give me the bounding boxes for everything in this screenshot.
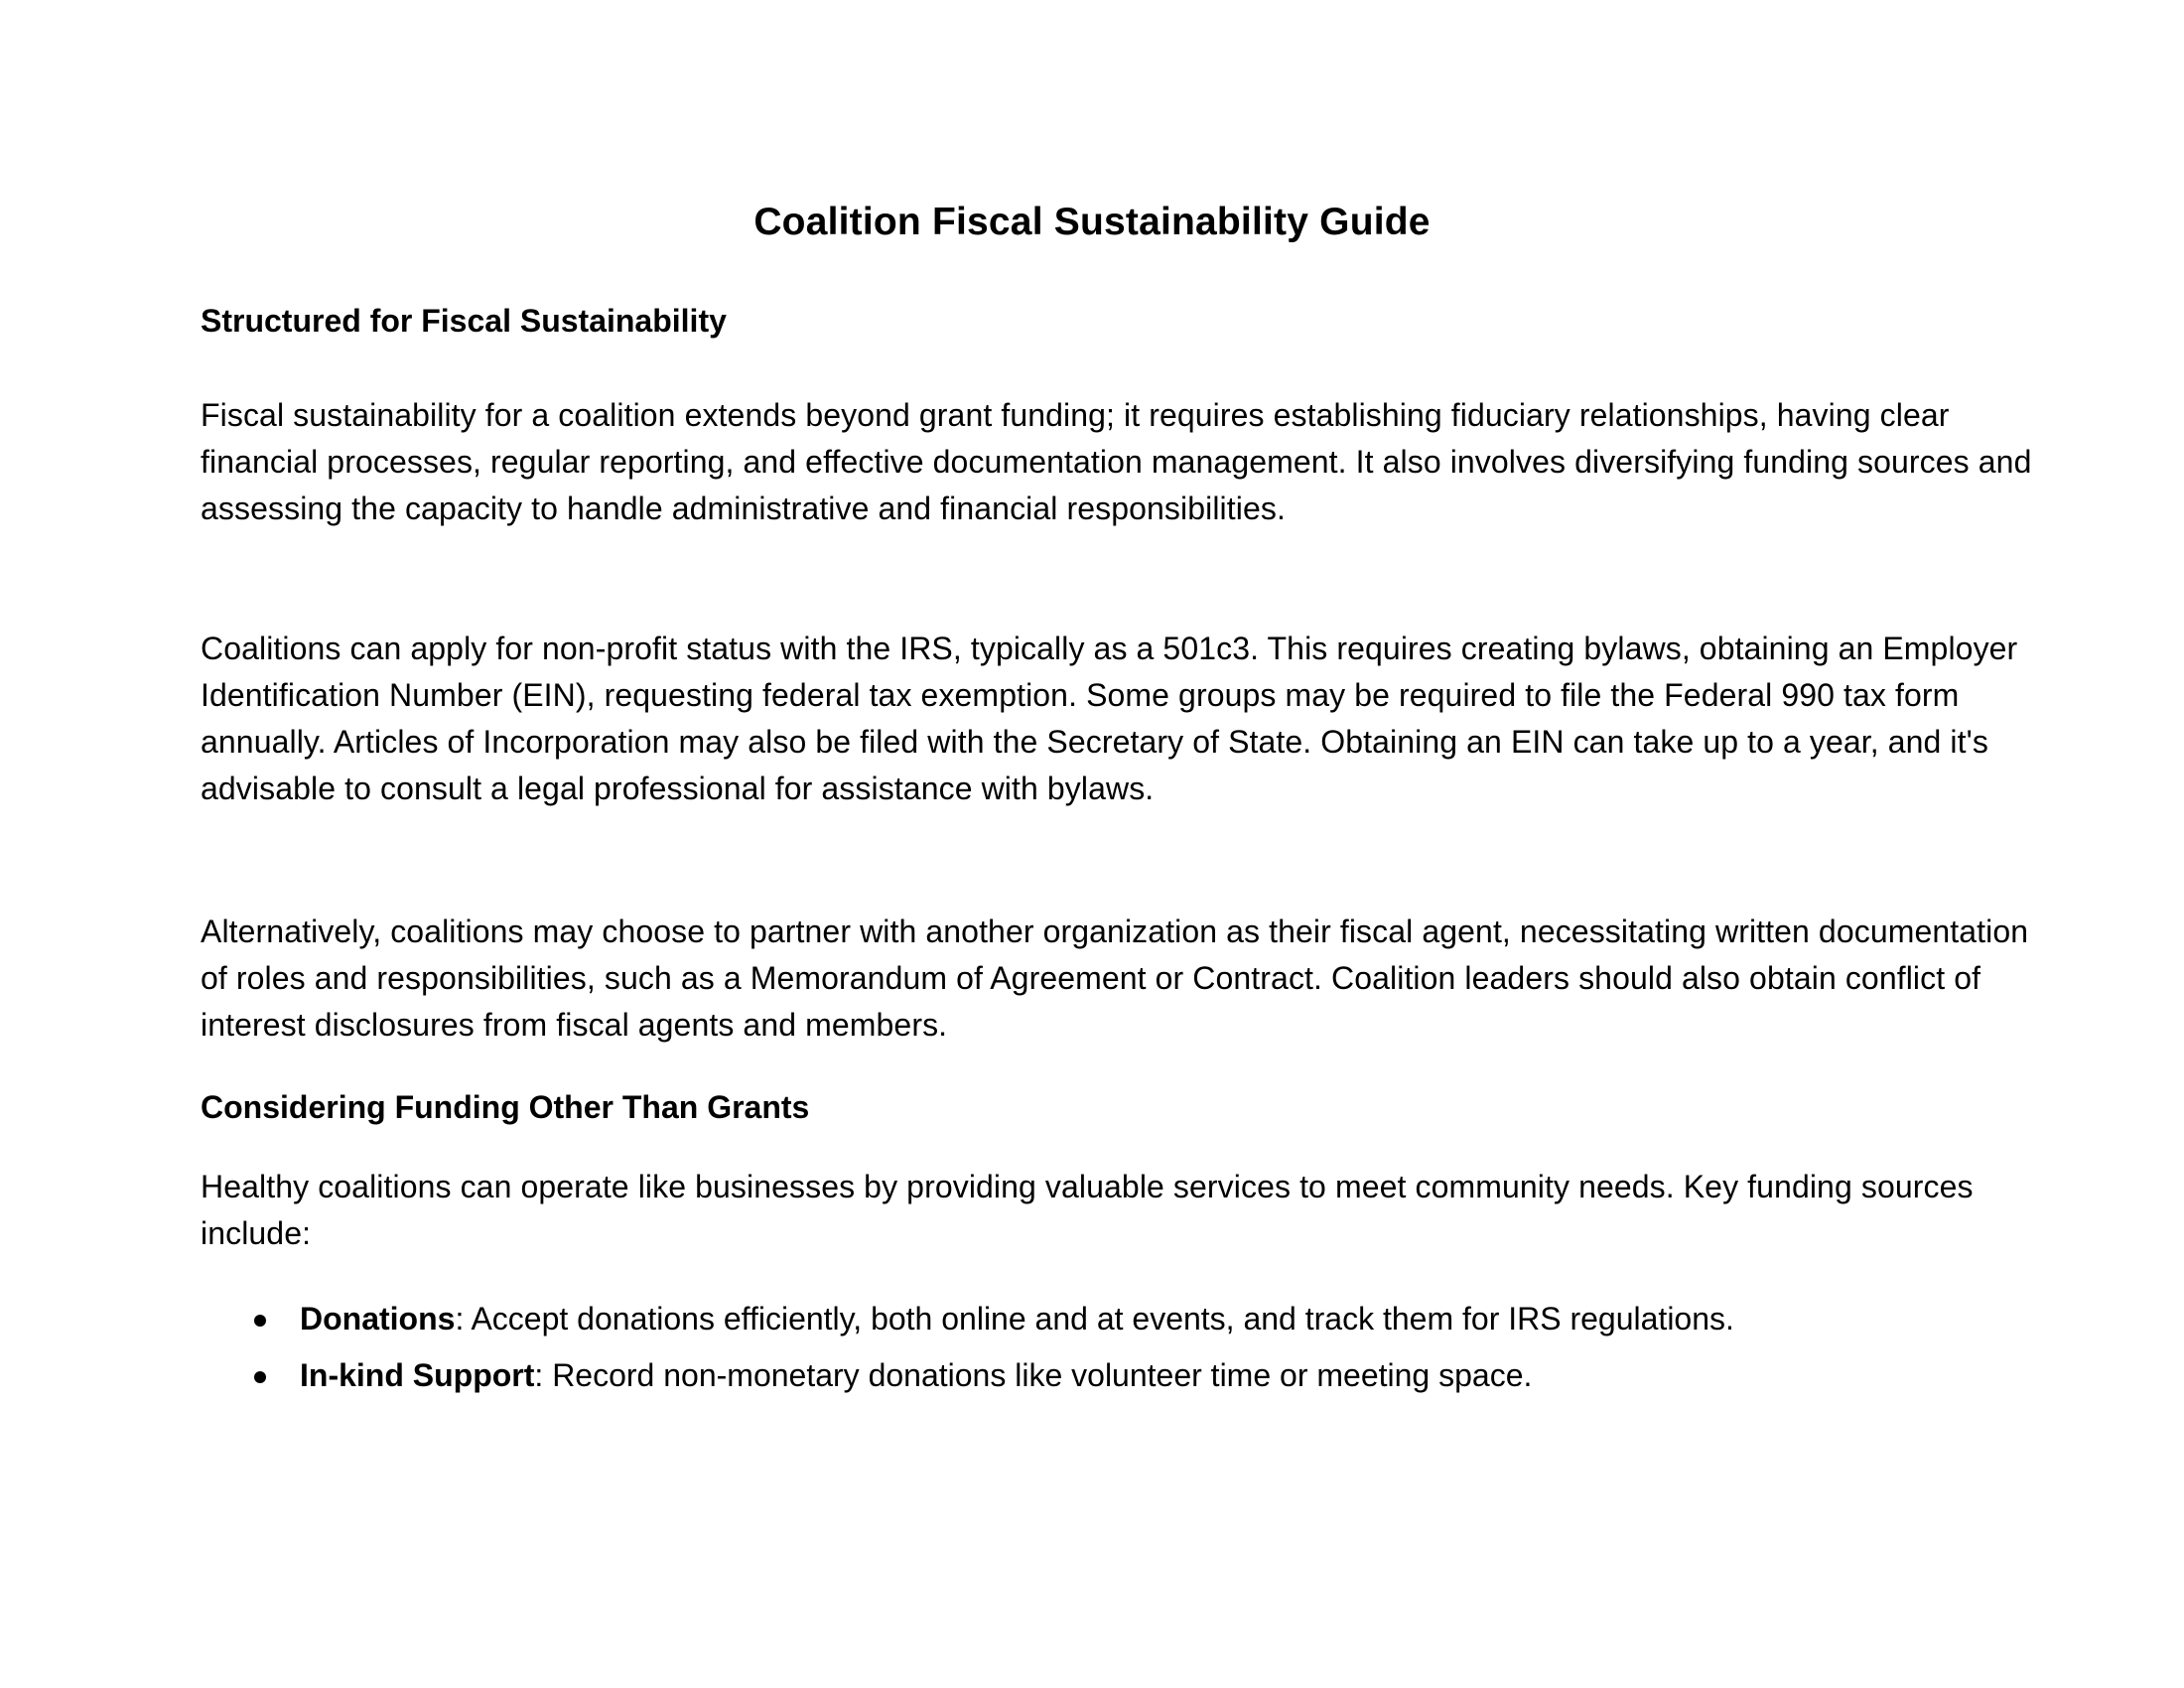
document-title: Coalition Fiscal Sustainability Guide <box>753 201 1431 243</box>
bullet-term: Donations <box>300 1301 456 1336</box>
bullet-text: : Record non-monetary donations like volunteer time or meeting space. <box>534 1357 1533 1393</box>
list-item-in-kind-support <box>201 1347 1987 1404</box>
section-heading-funding-other-than-grants: Considering Funding Other Than Grants <box>201 1089 810 1125</box>
funding-sources-list <box>201 1291 1987 1404</box>
section-heading-fiscal-sustainability: Structured for Fiscal Sustainability <box>201 303 727 339</box>
list-item-donations <box>201 1291 1987 1347</box>
bullet-term: In-kind Support <box>300 1357 535 1393</box>
paragraph-funding-intro: Healthy coalitions can operate like businesses by providing valuable services to meet community needs. Key funding sources include: <box>201 1169 1974 1251</box>
paragraph-nonprofit-status: Coalitions can apply for non-profit status with the IRS, typically as a 501c3. This requires creating bylaws, obtaining an Employer Identification Number (EIN), requesting federal tax exemption. Some groups may be required to file the Federal 990 tax form annually. Articles of Incorporation may also be filed with the Secretary of State. Obtaining an EIN can take up to a year, and it's advisable to consult a legal professional for assistance with bylaws. <box>201 631 2018 806</box>
bullet-icon <box>254 1315 266 1327</box>
paragraph-fiscal-sustainability: Fiscal sustainability for a coalition extends beyond grant funding; it requires establishing fiduciary relationships, having clear financial processes, regular reporting, and effective documentation management. It also involves diversifying funding sources and assessing the capacity to handle administrative and financial responsibilities. <box>201 397 2032 526</box>
paragraph-fiscal-agent: Alternatively, coalitions may choose to partner with another organization as their fiscal agent, necessitating written documentation of roles and responsibilities, such as a Memorandum of Agreement or Contract. Coalition leaders should also obtain conflict of interest disclosures from fiscal agents and members. <box>201 914 2029 1043</box>
bullet-icon <box>254 1371 266 1383</box>
bullet-text: : Accept donations efficiently, both online and at events, and track them for IRS regulations. <box>455 1301 1734 1336</box>
